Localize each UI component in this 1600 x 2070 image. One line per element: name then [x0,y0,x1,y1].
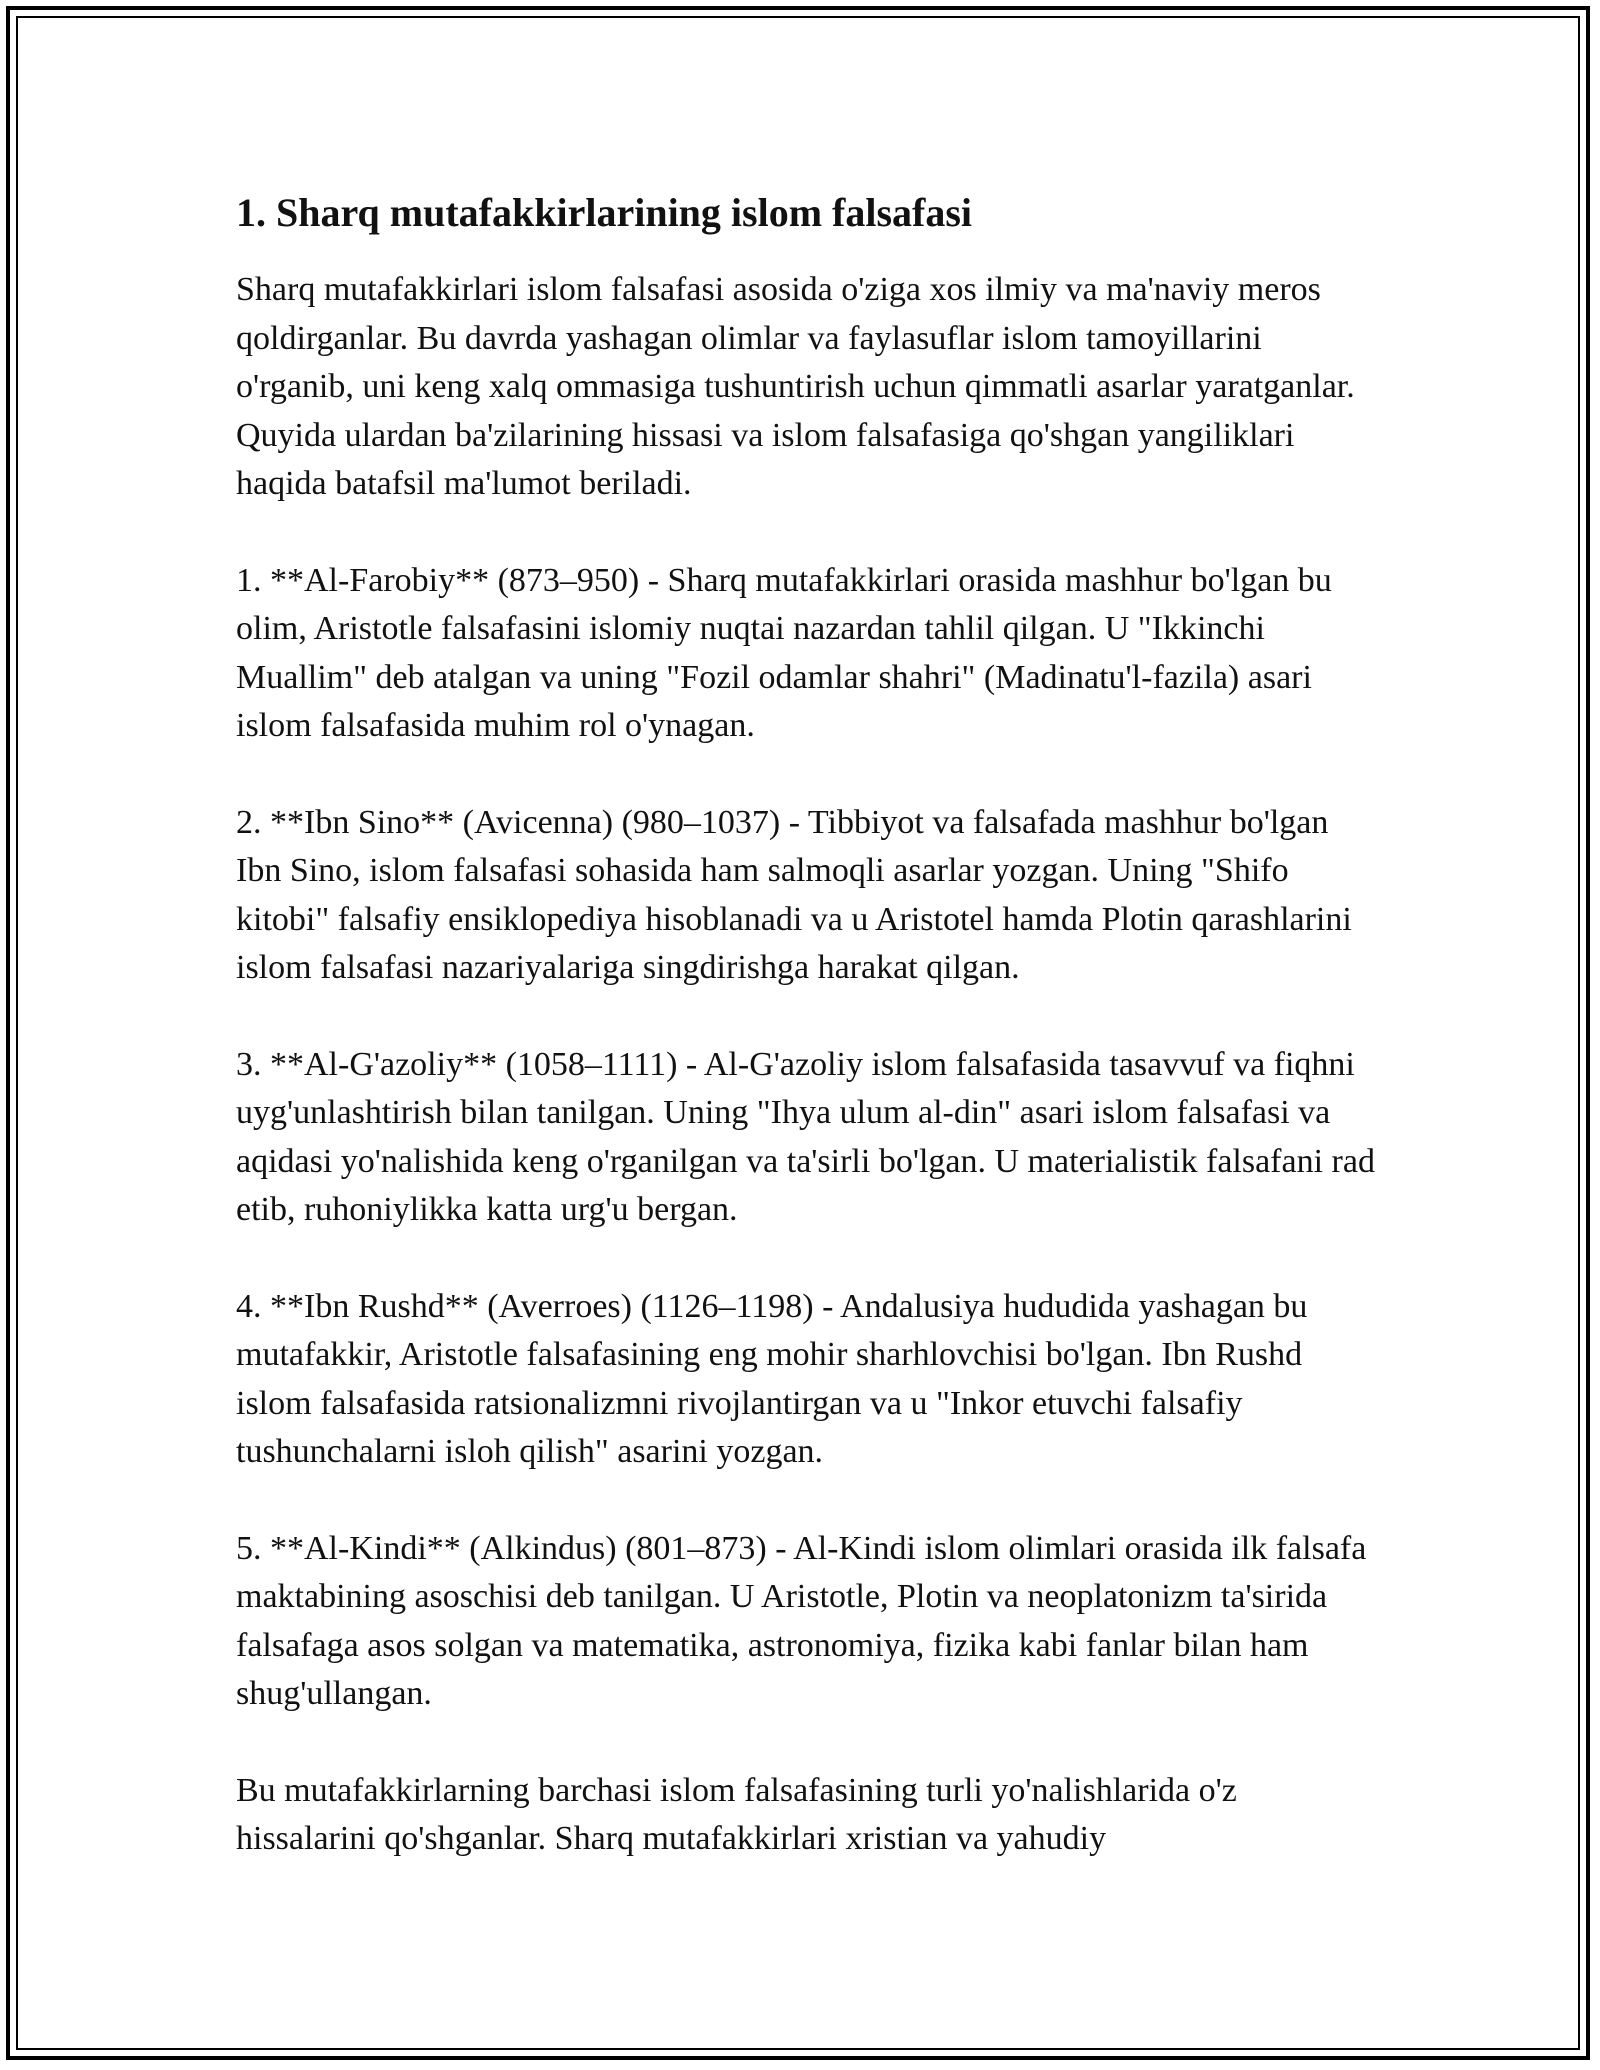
list-item-al-farobiy: 1. **Al-Farobiy** (873–950) - Sharq mutafakkirlari orasida mashhur bo'lgan bu olim, Aristotle falsafasini islomiy nuqtai nazardan tahlil qilgan. U "Ikkinchi Muallim" deb atalgan va uning "Fozil odamlar shahri" (Madinatu'l-fazila) asari islom falsafasida muhim rol o'ynagan. [236,561,1332,744]
list-item-al-kindi: 5. **Al-Kindi** (Alkindus) (801–873) - Al-Kindi islom olimlari orasida ilk falsafa maktabining asoschisi deb tanilgan. U Aristotle, Plotin va neoplatonizm ta'sirida falsafaga asos solgan va matematika, astronomiya, fizika kabi fanlar bilan ham shug'ullangan. [236,1529,1367,1712]
document-body [236,186,1376,1864]
list-item-ibn-sino: 2. **Ibn Sino** (Avicenna) (980–1037) - Tibbiyot va falsafada mashhur bo'lgan Ibn Sino, islom falsafasi sohasida ham salmoqli asarlar yozgan. Uning "Shifo kitobi" falsafiy ensiklopediya hisoblanadi va u Aristotel hamda Plotin qarashlarini islom falsafasi nazariyalariga singdirishga harakat qilgan. [236,803,1352,986]
list-item-al-gazoliy: 3. **Al-G'azoliy** (1058–1111) - Al-G'azoliy islom falsafasida tasavvuf va fiqhni uyg'unlashtirish bilan tanilgan. Uning "Ihya ulum al-din" asari islom falsafasi va aqidasi yo'nalishida keng o'rganilgan va ta'sirli bo'lgan. U materialistik falsafani rad etib, ruhoniylikka katta urg'u bergan. [236,1045,1375,1228]
list-item-ibn-rushd: 4. **Ibn Rushd** (Averroes) (1126–1198) - Andalusiya hududida yashagan bu mutafakkir, Aristotle falsafasining eng mohir sharhlovchisi bo'lgan. Ibn Rushd islom falsafasida ratsionalizmni rivojlantirgan va u "Inkor etuvchi falsafiy tushunchalarni isloh qilish" asarini yozgan. [236,1287,1308,1470]
closing-paragraph: Bu mutafakkirlarning barchasi islom falsafasining turli yo'nalishlarida o'z hissalarini qo'shganlar. Sharq mutafakkirlari xristian va yahudiy [236,1771,1237,1857]
intro-paragraph: Sharq mutafakkirlari islom falsafasi asosida o'ziga xos ilmiy va ma'naviy meros qoldirganlar. Bu davrda yashagan olimlar va faylasuflar islom tamoyillarini o'rganib, uni keng xalq ommasiga tushuntirish uchun qimmatli asarlar yaratganlar. Quyida ulardan ba'zilarining hissasi va islom falsafasiga qo'shgan yangiliklari haqida batafsil ma'lumot beriladi. [236,271,1355,502]
section-heading: 1. Sharq mutafakkirlarining islom falsafasi [236,190,973,235]
